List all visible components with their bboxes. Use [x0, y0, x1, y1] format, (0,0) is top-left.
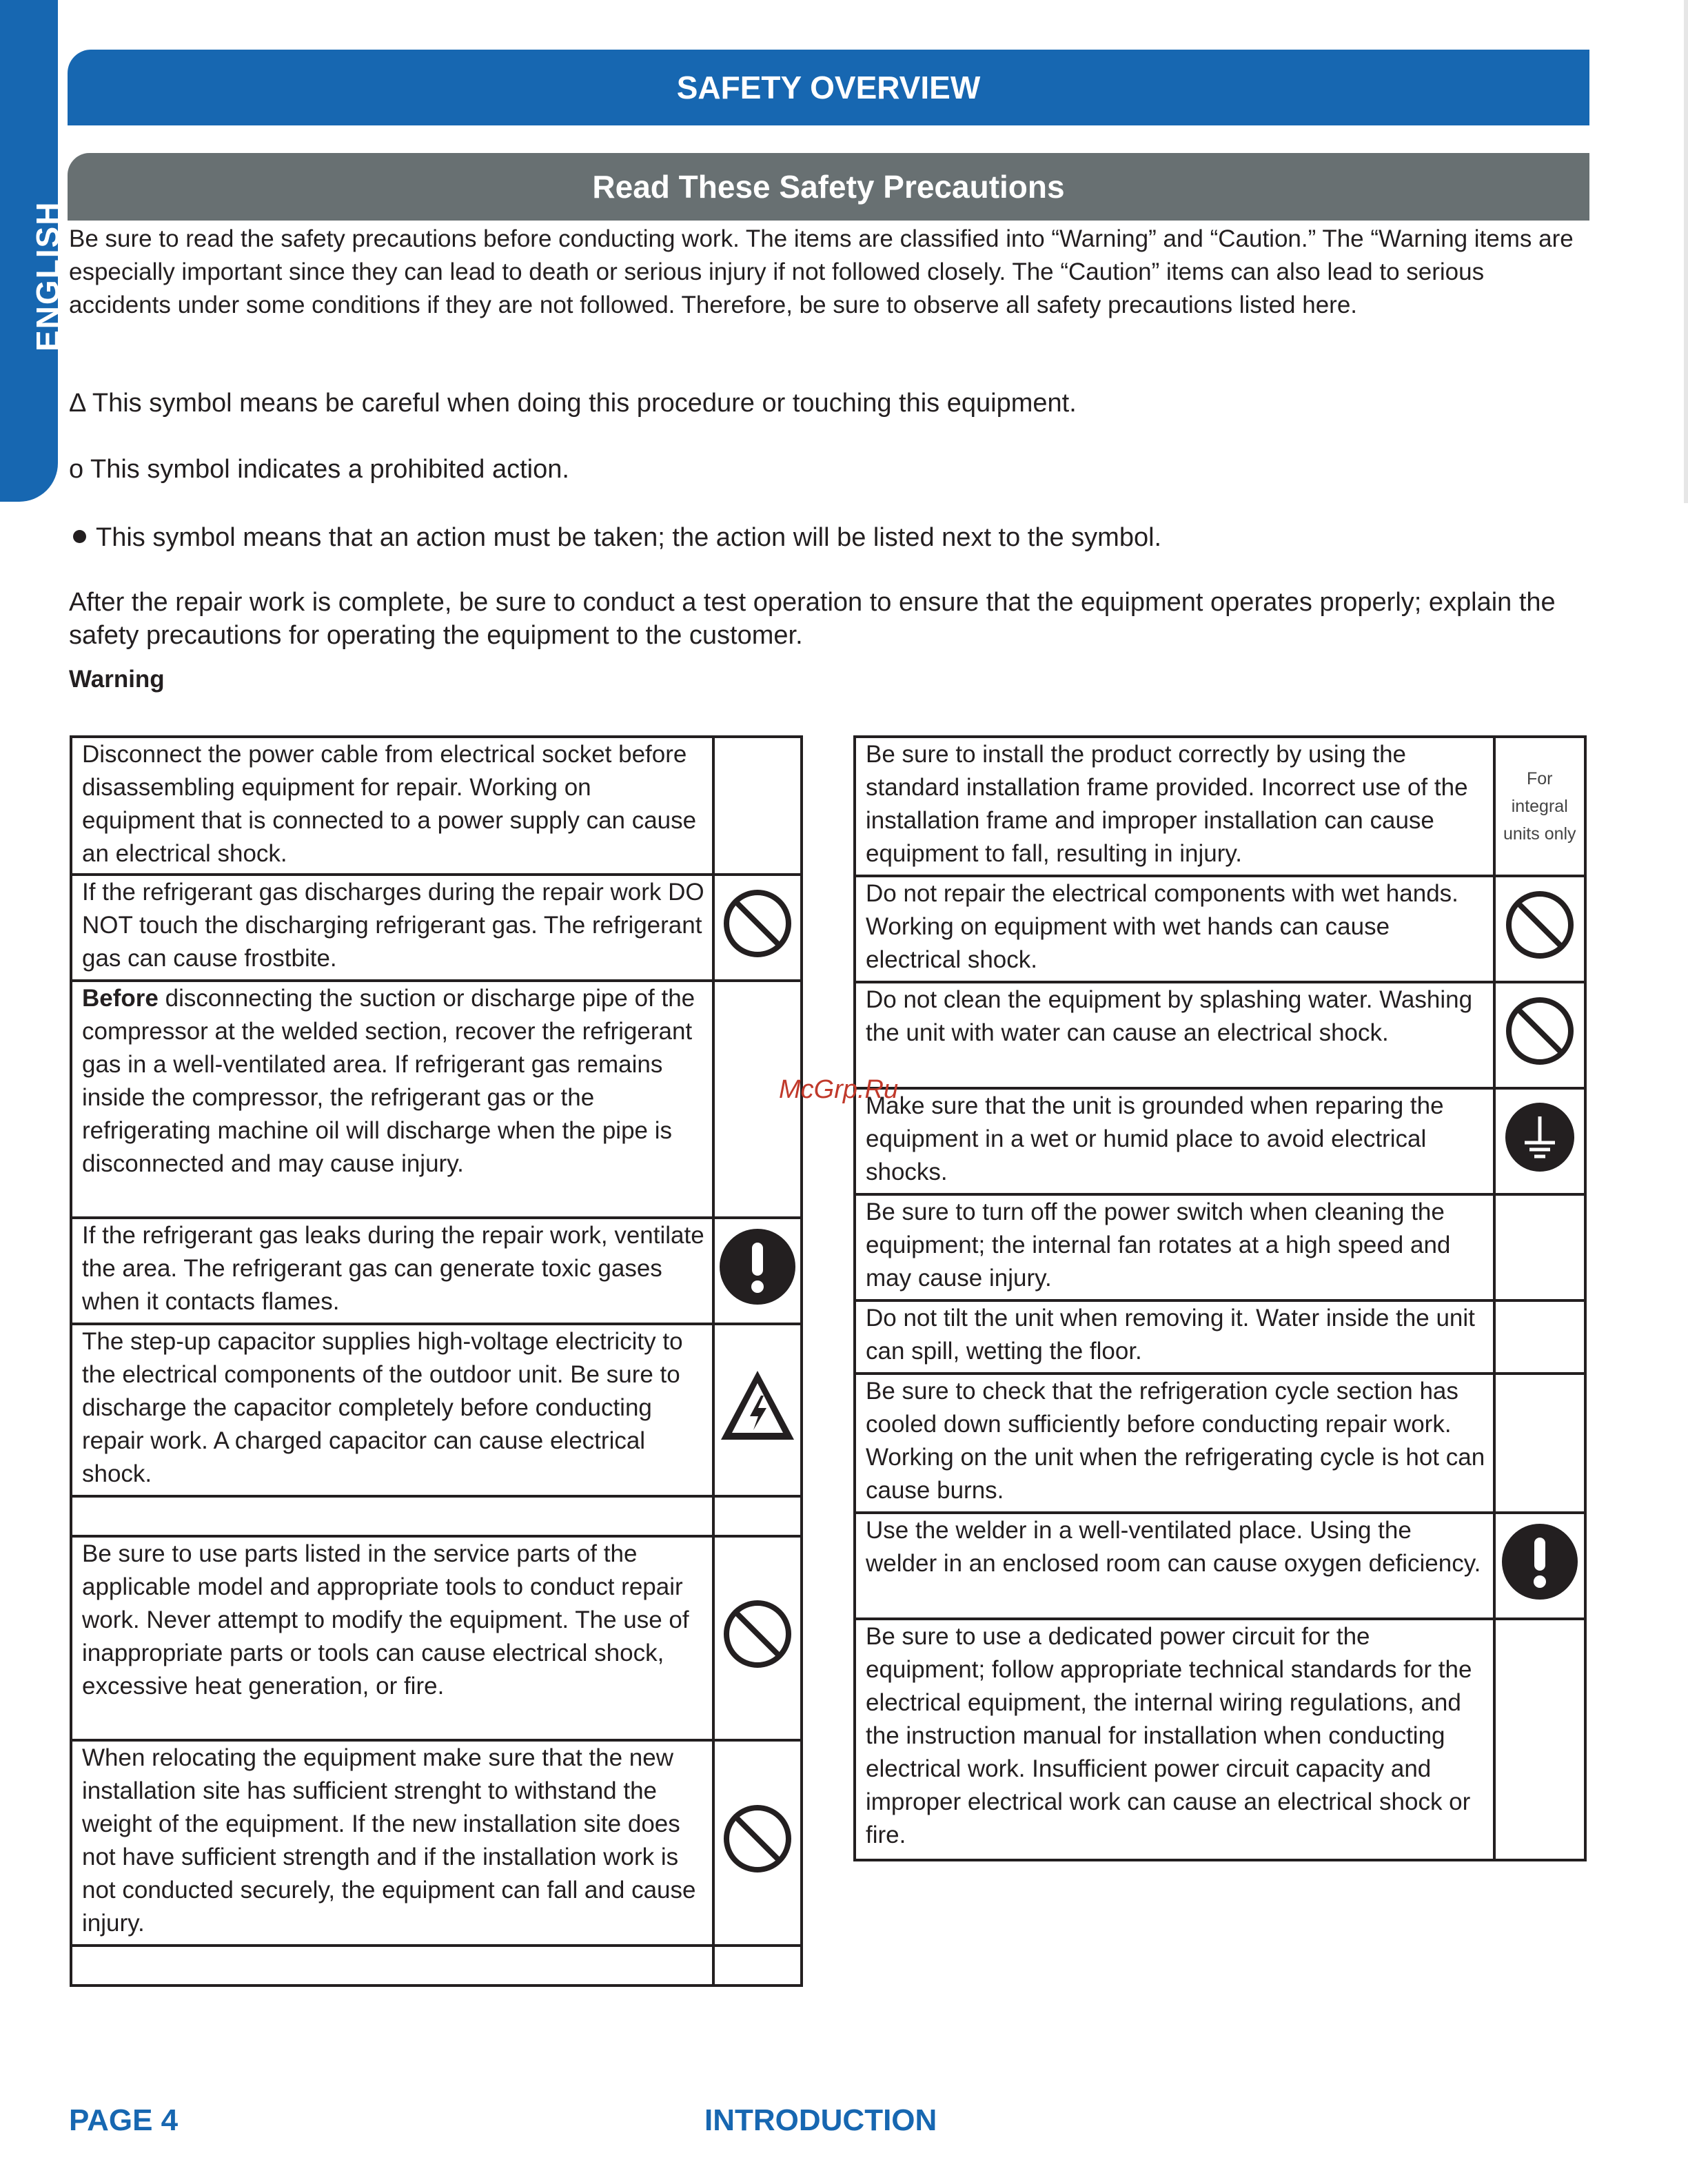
prohibited-icon [722, 888, 793, 968]
warning-row [855, 1194, 1585, 1300]
warning-text: Be sure to check that the refrigeration cycle section has cooled down sufficiently before conducting repair work. Working on the unit when the refrigerating cycle is hot can cause burns. [866, 1378, 1485, 1504]
warning-text: If the refrigerant gas leaks during the repair work, ventilate the area. The refrigerant gas can generate toxic gases when it contacts flames. [82, 1222, 704, 1315]
warning-text: Be sure to use parts listed in the service parts of the applicable model and appropriate tools to conduct repair work. Never attempt to modify the equipment. The use of inappropriate parts or tools can cause electrical shock, excessive heat generation, or fire. [82, 1540, 689, 1700]
prohibited-icon [722, 1598, 793, 1679]
warning-text-cell [71, 1496, 713, 1536]
mandatory-icon [718, 1227, 797, 1315]
warning-icon-cell [713, 1946, 802, 1986]
warning-row [71, 1740, 802, 1946]
warning-text: Do not tilt the unit when removing it. Water inside the unit can spill, wetting the floor. [866, 1305, 1475, 1365]
warning-emphasis: Before [82, 985, 159, 1012]
caution-symbol-glyph: Δ [69, 389, 85, 418]
warning-row [855, 1513, 1585, 1619]
mandatory-symbol-line [69, 521, 1585, 554]
warning-text-cell [855, 982, 1494, 1088]
warning-heading: Warning [69, 666, 165, 693]
warning-text-cell [71, 1218, 713, 1324]
warning-icon-cell [1494, 1088, 1586, 1194]
warning-text-cell [855, 1088, 1494, 1194]
warning-text: Do not repair the electrical components with wet hands. Working on equipment with wet hands can cause electrical shock. [866, 880, 1458, 973]
warning-text: Be sure to turn off the power switch when cleaning the equipment; the internal fan rotates at a high speed and may cause injury. [866, 1198, 1451, 1292]
warning-text-cell [71, 1946, 713, 1986]
warning-text: Do not clean the equipment by splashing water. Washing the unit with water can cause an electrical shock. [866, 986, 1473, 1046]
warning-text-cell [71, 875, 713, 981]
caution-symbol-text: This symbol means be careful when doing this procedure or touching this equipment. [92, 389, 1077, 418]
warning-icon-cell [713, 1496, 802, 1536]
warning-text: Use the welder in a well-ventilated place. Using the welder in an enclosed room can cause oxygen deficiency. [866, 1517, 1481, 1577]
section-name: INTRODUCTION [704, 2103, 937, 2137]
page-number: PAGE 4 [69, 2103, 179, 2137]
warning-row [71, 1496, 802, 1536]
warning-text: Make sure that the unit is grounded when reparing the equipment in a wet or humid place to avoid electrical shocks. [866, 1092, 1444, 1185]
warning-row [71, 1218, 802, 1324]
warning-icon-cell [1494, 737, 1586, 876]
warning-icon-cell [1494, 1374, 1586, 1513]
warning-row [855, 1300, 1585, 1374]
warning-row [855, 737, 1585, 876]
warning-icon-cell [713, 1536, 802, 1740]
warning-row [71, 981, 802, 1218]
warning-text: When relocating the equipment make sure that the new installation site has sufficient strenght to withstand the weight of the equipment. If the new installation site does not have sufficient strength and if the installation work is not conducted securely, the equipment can fall and cause injury. [82, 1744, 696, 1937]
language-tab [0, 0, 65, 502]
warning-icon-cell [713, 737, 802, 875]
mandatory-icon [1501, 1522, 1579, 1610]
watermark: McGrp.Ru [779, 1075, 899, 1104]
warning-icon-cell [713, 1218, 802, 1324]
after-repair-paragraph: After the repair work is complete, be sure to conduct a test operation to ensure that the equipment operates properly; explain the safety precautions for operating the equipment to the customer. [69, 588, 1556, 650]
warning-text-cell [855, 1300, 1494, 1374]
page-edge [1684, 0, 1688, 503]
warning-text: If the refrigerant gas discharges during the repair work DO NOT touch the discharging refrigerant gas. The refrigerant gas can cause frostbite. [82, 879, 704, 972]
warnings-table-right [853, 735, 1587, 1861]
high-voltage-icon [718, 1368, 797, 1453]
prohibited-icon [722, 1803, 793, 1884]
ground-icon [1504, 1101, 1576, 1182]
prohibited-symbol-line [69, 453, 1585, 486]
warning-row [71, 1324, 802, 1496]
warning-row [71, 737, 802, 875]
warning-row [71, 875, 802, 981]
bullet-icon [73, 530, 86, 543]
warning-text: The step-up capacitor supplies high-voltage electricity to the electrical components of the outdoor unit. Be sure to discharge the capacitor completely before conducting repair work. A charged capacitor can cause electrical shock. [82, 1328, 683, 1487]
warning-row [855, 1374, 1585, 1513]
prohibited-symbol-glyph: o [69, 455, 84, 484]
warning-icon-cell [713, 1740, 802, 1946]
warning-text: Disconnect the power cable from electrical socket before disassembling equipment for repair. Working on equipment that is connected to a power supply can cause an electrical shock. [82, 741, 697, 867]
prohibited-icon [1504, 889, 1576, 970]
prohibited-icon [1504, 995, 1576, 1076]
warning-text-cell [855, 876, 1494, 982]
warning-icon-cell [1494, 1300, 1586, 1374]
warning-icon-cell [1494, 982, 1586, 1088]
warning-row [855, 1619, 1585, 1860]
applicability-note: integral [1511, 797, 1568, 816]
warning-icon-cell [713, 1324, 802, 1496]
applicability-note: For [1527, 769, 1553, 788]
warning-text: disconnecting the suction or discharge pipe of the compressor at the welded section, recover the refrigerant gas in a well-ventilated area. If refrigerant gas remains inside the compressor, the refrigerant gas or the refrigerating machine oil will discharge when the pipe is disconnected and may cause injury. [82, 985, 695, 1177]
warning-row [71, 1536, 802, 1740]
warning-text-cell [855, 1619, 1494, 1860]
applicability-note: units only [1503, 824, 1576, 844]
warning-text-cell [855, 737, 1494, 876]
warning-text-cell [71, 1740, 713, 1946]
language-label: ENGLISH [30, 201, 65, 351]
warning-text-cell [855, 1513, 1494, 1619]
mandatory-symbol-text: This symbol means that an action must be taken; the action will be listed next to the symbol. [96, 523, 1162, 552]
caution-symbol-line [69, 387, 1585, 420]
warning-icon-cell [1494, 876, 1586, 982]
page-title: SAFETY OVERVIEW [68, 50, 1589, 125]
warning-row [855, 1088, 1585, 1194]
warning-text: Be sure to use a dedicated power circuit for the equipment; follow appropriate technical standards for the electrical equipment, the internal wiring regulations, and the instruction manual for installation when conducting electrical work. Insufficient power circuit capacity and improper electrical work can cause an electrical shock or fire. [866, 1623, 1472, 1848]
warning-icon-cell [1494, 1619, 1586, 1860]
warning-text: Be sure to install the product correctly by using the standard installation frame provided. Incorrect use of the installation frame and improper installation can cause equipment to fall, resulting in injury. [866, 741, 1468, 867]
intro-paragraph: Be sure to read the safety precautions before conducting work. The items are classified into “Warning” and “Caution.” The “Warning items are especially important since they can lead to death or serious injury if not followed closely. The “Caution” items can also lead to serious accidents under some conditions if they are not followed. Therefore, be sure to observe all safety precautions listed here. [69, 225, 1574, 318]
warning-icon-cell [713, 875, 802, 981]
warnings-table-left [70, 735, 803, 1987]
warning-row [855, 876, 1585, 982]
prohibited-symbol-text: This symbol indicates a prohibited action. [90, 455, 569, 484]
warning-row [71, 1946, 802, 1986]
section-title: Read These Safety Precautions [68, 153, 1589, 221]
warning-text-cell [855, 1194, 1494, 1300]
warning-icon-cell [1494, 1194, 1586, 1300]
warning-text-cell [855, 1374, 1494, 1513]
warning-icon-cell [1494, 1513, 1586, 1619]
warning-row [855, 982, 1585, 1088]
warning-text-cell [71, 981, 713, 1218]
warning-text-cell [71, 1536, 713, 1740]
warning-text-cell [71, 1324, 713, 1496]
warning-text-cell [71, 737, 713, 875]
